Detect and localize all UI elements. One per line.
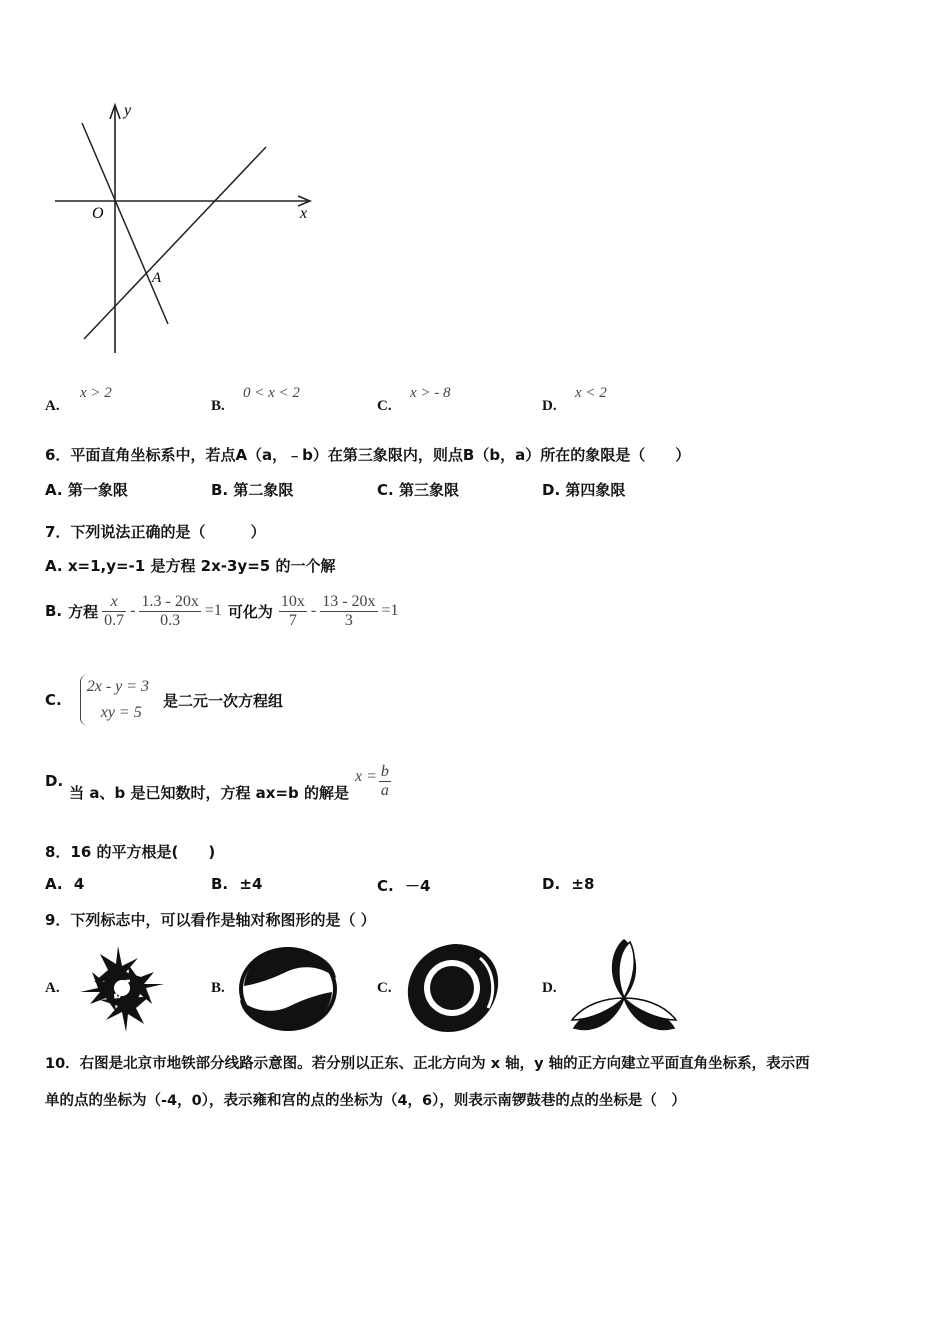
q8-option-b xyxy=(211,875,262,893)
minus-sign-2: - xyxy=(310,602,317,619)
fraction-b-over-a xyxy=(379,763,391,800)
frac2-denominator: 0.3 xyxy=(160,611,181,629)
q7-option-c-text: 是二元一次方程组 xyxy=(163,691,284,710)
q6-option-a-label: A. xyxy=(45,481,63,499)
q8-option-c xyxy=(377,875,430,896)
q6-option-a xyxy=(45,479,128,500)
fraction-13-20x-over-3 xyxy=(320,593,377,630)
q7-option-b-prefix: 方程 xyxy=(68,602,99,621)
q7-stem: 7．下列说法正确的是（ ） xyxy=(45,523,266,541)
equals-one: =1 xyxy=(204,602,222,619)
four-stars-logo-icon xyxy=(74,940,170,1036)
q8-option-a-text: 4 xyxy=(73,875,85,893)
rising-line xyxy=(84,147,266,339)
q7-option-b xyxy=(45,586,399,636)
q8-option-d-text: ±8 xyxy=(571,875,595,893)
fraction-x-over-0.7 xyxy=(102,593,126,630)
frac3-denominator: 7 xyxy=(288,611,297,629)
q10-line-1: 10．右图是北京市地铁部分线路示意图。若分别以正东、正北方向为 x 轴，y 轴的正方向建立平面直角坐标系，表示西 xyxy=(45,1056,810,1072)
frac3-numerator: 10x xyxy=(280,592,305,610)
q9-stem: 9．下列标志中，可以看作是轴对称图形的是（ ） xyxy=(45,911,376,929)
q5-option-c-expr: x > - 8 xyxy=(410,385,451,401)
fraction-1.3-20x-over-0.3 xyxy=(139,593,200,630)
q8-option-c-label: C. xyxy=(377,877,394,895)
frac1-denominator: 0.7 xyxy=(104,611,125,629)
q9-option-a-label: A. xyxy=(45,980,60,996)
minus-sign: - xyxy=(130,602,136,619)
point-a-label: A xyxy=(152,270,162,286)
x-axis-label: x xyxy=(300,205,308,222)
equation-1: 2x - y = 3 xyxy=(86,678,150,695)
q6-option-b xyxy=(211,479,293,500)
q5-option-a-expr: x > 2 xyxy=(80,385,112,401)
q6-option-b-text: 第二象限 xyxy=(233,481,294,499)
frac4-denominator: 3 xyxy=(344,611,353,629)
q6-option-a-text: 第一象限 xyxy=(67,481,128,499)
frac2-numerator: 1.3 - 20x xyxy=(141,592,199,610)
q8-stem: 8．16 的平方根是( ) xyxy=(45,843,216,861)
q6-option-d-text: 第四象限 xyxy=(565,481,626,499)
line-through-origin xyxy=(82,123,168,324)
q6-stem: 6．平面直角坐标系中，若点A（a，﹣b）在第三象限内，则点B（b，a）所在的象限是（ ） xyxy=(45,446,691,464)
three-petal-logo-icon xyxy=(568,936,680,1036)
q8-option-b-label: B. xyxy=(211,875,229,893)
q6-option-c-label: C. xyxy=(377,481,394,499)
q5-option-d-expr: x < 2 xyxy=(575,385,607,401)
frac5-numerator: b xyxy=(380,762,389,780)
frac1-numerator: x xyxy=(102,593,126,612)
q8-option-d xyxy=(542,875,594,893)
frac5-denominator: a xyxy=(380,781,389,799)
coordinate-graph xyxy=(40,95,330,365)
q6-option-b-label: B. xyxy=(211,481,229,499)
fraction-10x-over-7 xyxy=(279,593,307,630)
q5-option-c-label: C. xyxy=(377,398,392,414)
q9-option-c-label: C. xyxy=(377,980,392,996)
q6-option-d-label: D. xyxy=(542,481,561,499)
q6-option-c-text: 第三象限 xyxy=(398,481,459,499)
ring-disc-logo-icon xyxy=(402,940,502,1036)
q5-option-b-label: B. xyxy=(211,398,225,414)
q8-option-d-label: D. xyxy=(542,875,561,893)
q7-option-b-mid: 可化为 xyxy=(227,602,273,621)
split-oval-logo-icon xyxy=(236,944,340,1034)
q7-option-d-label: D. xyxy=(45,772,64,790)
q10-line-2: 单的点的坐标为（-4，0），表示雍和宫的点的坐标为（4，6），则表示南锣鼓巷的点的坐标是（ ） xyxy=(45,1093,686,1109)
q7-option-c-label: C. xyxy=(45,691,62,709)
equation-2: xy = 5 xyxy=(100,704,142,721)
q8-option-a-label: A. xyxy=(45,875,63,893)
q6-option-d xyxy=(542,479,625,500)
q9-option-b-label: B. xyxy=(211,980,225,996)
q8-option-a xyxy=(45,875,84,893)
equation-system xyxy=(80,674,149,726)
origin-label: O xyxy=(92,205,104,222)
q5-option-a-label: A. xyxy=(45,398,60,414)
q7-option-a-text: x=1,y=-1 是方程 2x-3y=5 的一个解 xyxy=(67,557,336,575)
q7-option-d-text: 当 a、b 是已知数时，方程 ax=b 的解是 xyxy=(69,783,350,802)
solution-lhs: x = xyxy=(355,768,377,785)
q7-option-a-label: A. xyxy=(45,557,63,575)
y-axis-label: y xyxy=(124,102,132,119)
q7-option-c xyxy=(45,672,283,728)
q5-option-b-expr: 0 < x < 2 xyxy=(243,385,300,401)
q8-option-b-text: ±4 xyxy=(239,875,263,893)
frac4-numerator: 13 - 20x xyxy=(322,592,376,610)
q7-option-b-label: B. xyxy=(45,602,63,620)
q9-option-d-label: D. xyxy=(542,980,557,996)
q5-option-d-label: D. xyxy=(542,398,557,414)
equals-one-2: =1 xyxy=(381,602,399,619)
q7-option-a xyxy=(45,555,335,576)
q6-option-c xyxy=(377,479,459,500)
q8-option-c-text: －4 xyxy=(404,877,431,895)
q7-option-d xyxy=(45,756,391,806)
